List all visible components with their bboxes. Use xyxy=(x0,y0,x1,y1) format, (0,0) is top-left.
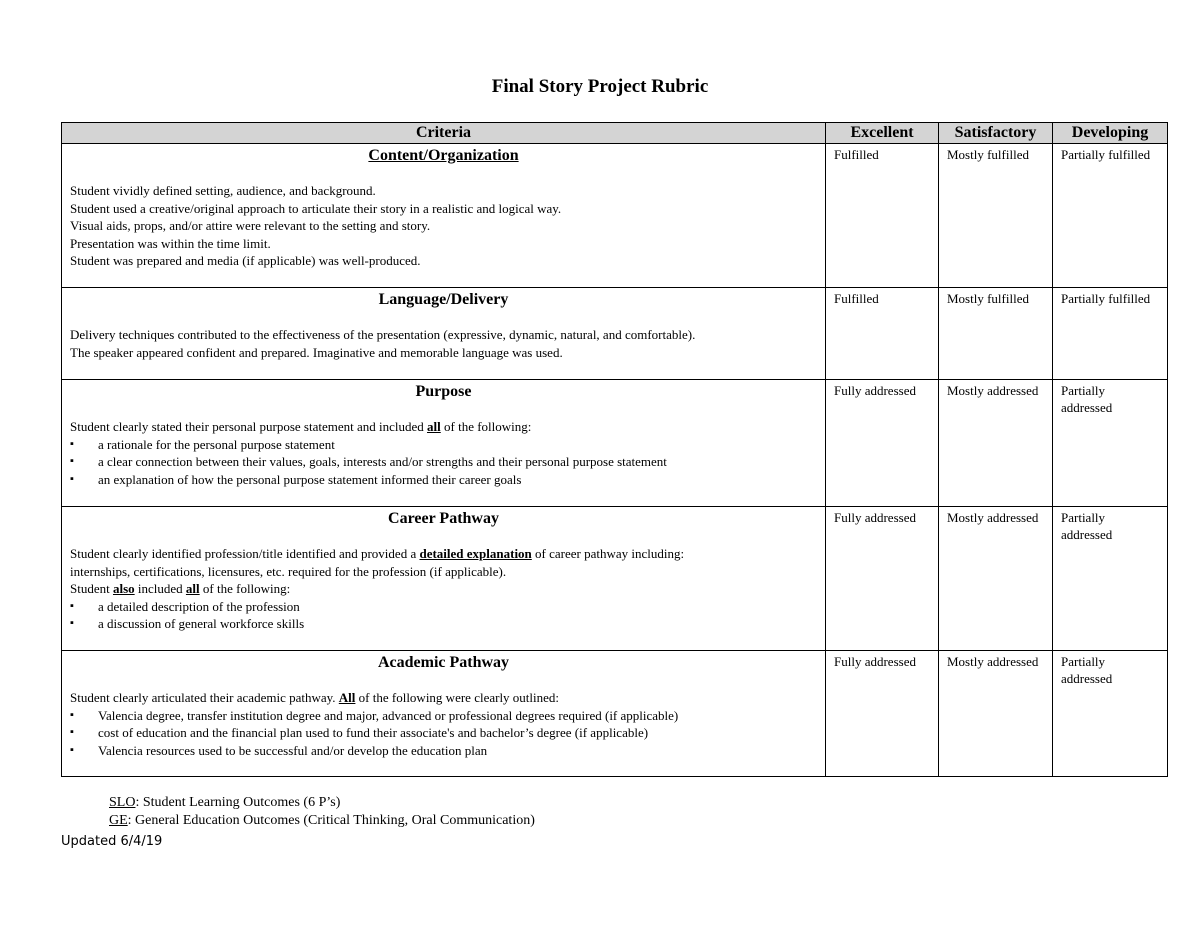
header-row xyxy=(62,123,1168,144)
rubric-row-academic-pathway xyxy=(62,651,1168,777)
criteria-cell xyxy=(62,651,826,777)
satisfactory-cell: Mostly fulfilled xyxy=(939,144,1053,288)
ge-note: GE: General Education Outcomes (Critical Thinking, Oral Communication) xyxy=(109,813,535,828)
rubric-table xyxy=(61,122,1168,777)
rubric-row-career-pathway xyxy=(62,507,1168,651)
developing-cell: Partially addressed xyxy=(1053,651,1168,777)
criteria-cell xyxy=(62,288,826,380)
header-developing: Developing xyxy=(1053,123,1168,144)
bullet-icon: ▪ xyxy=(70,617,74,630)
criteria-intro: Student clearly articulated their academic pathway. All of the following were clearly outlined: xyxy=(70,690,560,705)
bullet-icon: ▪ xyxy=(70,743,74,756)
excellent-cell: Fulfilled xyxy=(826,288,939,380)
criteria-line: Student used a creative/original approach to articulate their story in a realistic and logical way. xyxy=(70,200,562,216)
criteria-cell xyxy=(62,144,826,288)
criteria-line: Visual aids, props, and/or attire were relevant to the setting and story. xyxy=(70,218,431,234)
list-item: ▪ a rationale for the personal purpose statement xyxy=(70,436,335,452)
section-title: Purpose xyxy=(415,383,472,400)
list-item: ▪ Valencia resources used to be successful and/or develop the education plan xyxy=(70,742,488,758)
bullet-icon: ▪ xyxy=(70,437,74,450)
slo-note: SLO: Student Learning Outcomes (6 P’s) xyxy=(109,795,341,810)
bullet-icon: ▪ xyxy=(70,472,74,485)
rubric-row-content-organization xyxy=(62,144,1168,288)
criteria-cell xyxy=(62,380,826,507)
list-item: ▪ a clear connection between their values, goals, interests and/or strengths and their personal purpose statement xyxy=(70,454,667,470)
satisfactory-cell: Mostly addressed xyxy=(939,507,1053,651)
bullet-icon: ▪ xyxy=(70,599,74,612)
header-criteria: Criteria xyxy=(62,123,826,144)
list-item: ▪ a discussion of general workforce skills xyxy=(70,616,305,632)
section-title: Academic Pathway xyxy=(377,654,510,671)
header-satisfactory: Satisfactory xyxy=(939,123,1053,144)
criteria-cell xyxy=(62,507,826,651)
criteria-line: Student was prepared and media (if applicable) was well-produced. xyxy=(70,253,421,269)
section-title: Content/Organization xyxy=(368,147,519,164)
document-title: Final Story Project Rubric xyxy=(491,76,709,97)
list-item: ▪ a detailed description of the profession xyxy=(70,598,300,614)
list-item: ▪ an explanation of how the personal purpose statement informed their career goals xyxy=(70,471,522,487)
satisfactory-cell: Mostly fulfilled xyxy=(939,288,1053,380)
developing-cell: Partially fulfilled xyxy=(1053,144,1168,288)
list-item: ▪ Valencia degree, transfer institution degree and major, advanced or professional degrees required (if applicable) xyxy=(70,707,679,723)
rubric-row-purpose xyxy=(62,380,1168,507)
criteria-intro: Student clearly identified profession/title identified and provided a detailed explanation of career pathway including: xyxy=(70,546,685,561)
excellent-cell: Fully addressed xyxy=(826,651,939,777)
section-title: Career Pathway xyxy=(388,510,499,527)
criteria-line: Delivery techniques contributed to the effectiveness of the presentation (expressive, dynamic, natural, and comfortable). xyxy=(70,327,696,342)
developing-cell: Partially addressed xyxy=(1053,380,1168,507)
criteria-line: Student also included all of the following: xyxy=(70,581,291,597)
header-excellent: Excellent xyxy=(826,123,939,144)
section-title: Language/Delivery xyxy=(378,291,509,308)
criteria-line: internships, certifications, licensures, etc. required for the profession (if applicable). xyxy=(70,563,507,579)
developing-cell: Partially fulfilled xyxy=(1053,288,1168,380)
excellent-cell: Fully addressed xyxy=(826,507,939,651)
bullet-icon: ▪ xyxy=(70,708,74,721)
developing-cell: Partially addressed xyxy=(1053,507,1168,651)
excellent-cell: Fully addressed xyxy=(826,380,939,507)
satisfactory-cell: Mostly addressed xyxy=(939,380,1053,507)
criteria-line: Student vividly defined setting, audience, and background. xyxy=(70,183,376,198)
excellent-cell: Fulfilled xyxy=(826,144,939,288)
bullet-icon: ▪ xyxy=(70,455,74,468)
criteria-line: Presentation was within the time limit. xyxy=(70,235,271,251)
criteria-intro: Student clearly stated their personal purpose statement and included all of the following: xyxy=(70,419,532,434)
updated-date: Updated 6/4/19 xyxy=(61,834,163,849)
criteria-line: The speaker appeared confident and prepared. Imaginative and memorable language was used. xyxy=(70,344,563,360)
list-item: ▪ cost of education and the financial plan used to fund their associate's and bachelor’s degree (if applicable) xyxy=(70,725,649,741)
satisfactory-cell: Mostly addressed xyxy=(939,651,1053,777)
rubric-row-language-delivery xyxy=(62,288,1168,380)
bullet-icon: ▪ xyxy=(70,726,74,739)
